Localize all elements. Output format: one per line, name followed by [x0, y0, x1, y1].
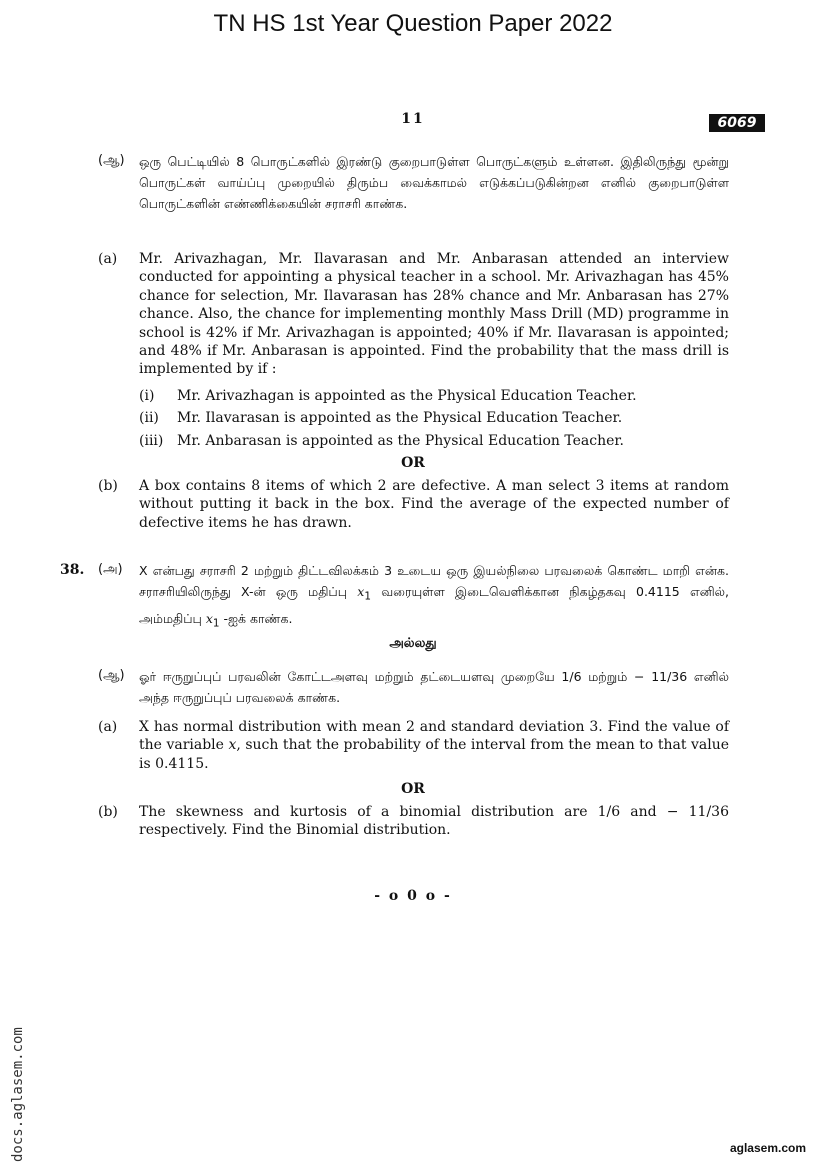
- q37-a-label: (a): [98, 251, 118, 267]
- q38-or-label: OR: [401, 781, 425, 797]
- q37-tamil-b-label: (ஆ): [98, 153, 125, 168]
- q37-b-text: A box contains 8 items of which 2 are defective. A man select 3 items at random without putting it back in the box. Find the average of the expected number of defective items he has drawn.: [139, 478, 729, 531]
- q38-tamil-a-variable: x: [357, 584, 365, 599]
- page-number: 11: [401, 111, 425, 127]
- site-title: TN HS 1st Year Question Paper 2022: [213, 10, 613, 37]
- q38-tamil-a-subscript-2: 1: [212, 617, 220, 629]
- q38-a-text: [139, 718, 729, 773]
- paper-code-badge: 6069: [709, 114, 765, 132]
- q38-tamil-a-text-part2: வரையுள்ள இடைவெளிக்கான நிகழ்தகவு 0.4115 எனில், அம்மதிப்பு: [139, 584, 730, 626]
- q37-sub-ii-text: Mr. Ilavarasan is appointed as the Physical Education Teacher.: [177, 410, 623, 426]
- q37-sub-iii-text: Mr. Anbarasan is appointed as the Physical Education Teacher.: [177, 433, 624, 449]
- q38-tamil-b-label: (ஆ): [98, 668, 125, 683]
- q37-sub-i-text: Mr. Arivazhagan is appointed as the Physical Education Teacher.: [177, 388, 637, 404]
- q37-tamil-b-text: ஒரு பெட்டியில் 8 பொருட்களில் இரண்டு குறைபாடுள்ள பொருட்களும் உள்ளன. இதிலிருந்து மூன்று பொருட்கள் வாய்ப்பு முறையில் திரும்ப வைக்காமல் எடுக்கப்படுகின்றன எனில் குறைபாடுள்ள பொருட்களின் எண்ணிக்கையின் சராசரி காண்க.: [139, 154, 729, 211]
- q37-a-text: Mr. Arivazhagan, Mr. Ilavarasan and Mr. Anbarasan attended an interview conducted for appointing a physical teacher in a school. Mr. Arivazhagan has 45% chance for selection, Mr. Ilavarasan has 28% chance and Mr. Anbarasan has 27% chance. Also, the chance for implementing monthly Mass Drill (MD) programme in school is 42% if Mr. Arivazhagan is appointed; 40% if Mr. Ilavarasan is appointed; and 48% if Mr. Anbarasan is appointed. Find the probability that the mass drill is implemented by if :: [139, 251, 729, 378]
- q38-a-text-part1: X has normal distribution with mean 2 and standard deviation 3. Find the value of the variable: [139, 719, 729, 754]
- q38-tamil-a-text-part3: -ஐக் காண்க.: [223, 610, 293, 626]
- q38-b-text: The skewness and kurtosis of a binomial distribution are 1/6 and − 11/36 respectively. Find the Binomial distribution.: [139, 804, 729, 839]
- q38-tamil-a-variable-2: x: [205, 610, 213, 626]
- q37-or-label: OR: [401, 455, 425, 471]
- q38-tamil-a-text-part1: X என்பது சராசரி 2 மற்றும் திட்டவிலக்கம் 3 உடைய ஒரு இயல்நிலை பரவலைக் கொண்ட மாறி என்க. சராசரியிலிருந்து X-ன் ஒரு மதிப்பு: [139, 563, 729, 599]
- q37-b-label: (b): [98, 478, 118, 494]
- q38-a-text-part2: , such that the probability of the interval from the mean to that value is 0.4115.: [139, 737, 730, 772]
- q37-sub-i-label: (i): [139, 388, 155, 404]
- q38-b-label: (b): [98, 804, 118, 820]
- q38-a-label: (a): [98, 719, 118, 735]
- q38-tamil-a-text: [139, 560, 729, 634]
- q38-a-variable: x: [228, 737, 237, 754]
- footer-site-url: aglasem.com: [729, 1141, 806, 1155]
- end-of-paper-mark: - o 0 o -: [374, 888, 452, 904]
- q38-tamil-b-text: ஓர் ஈருறுப்புப் பரவலின் கோட்டஅளவு மற்றும் தட்டையளவு முறையே 1/6 மற்றும் − 11/36 எனில் அந்த ஈருறுப்புப் பரவலைக் காண்க.: [139, 669, 729, 705]
- q38-tamil-or-label: அல்லது: [389, 636, 437, 651]
- q38-tamil-a-subscript: 1: [364, 590, 371, 603]
- q38-number: 38.: [60, 562, 85, 578]
- q37-sub-ii-label: (ii): [139, 410, 159, 426]
- q38-tamil-a-label: (அ): [98, 562, 123, 577]
- q37-sub-iii-label: (iii): [139, 433, 164, 449]
- side-watermark-url: docs.aglasem.com: [10, 1027, 26, 1162]
